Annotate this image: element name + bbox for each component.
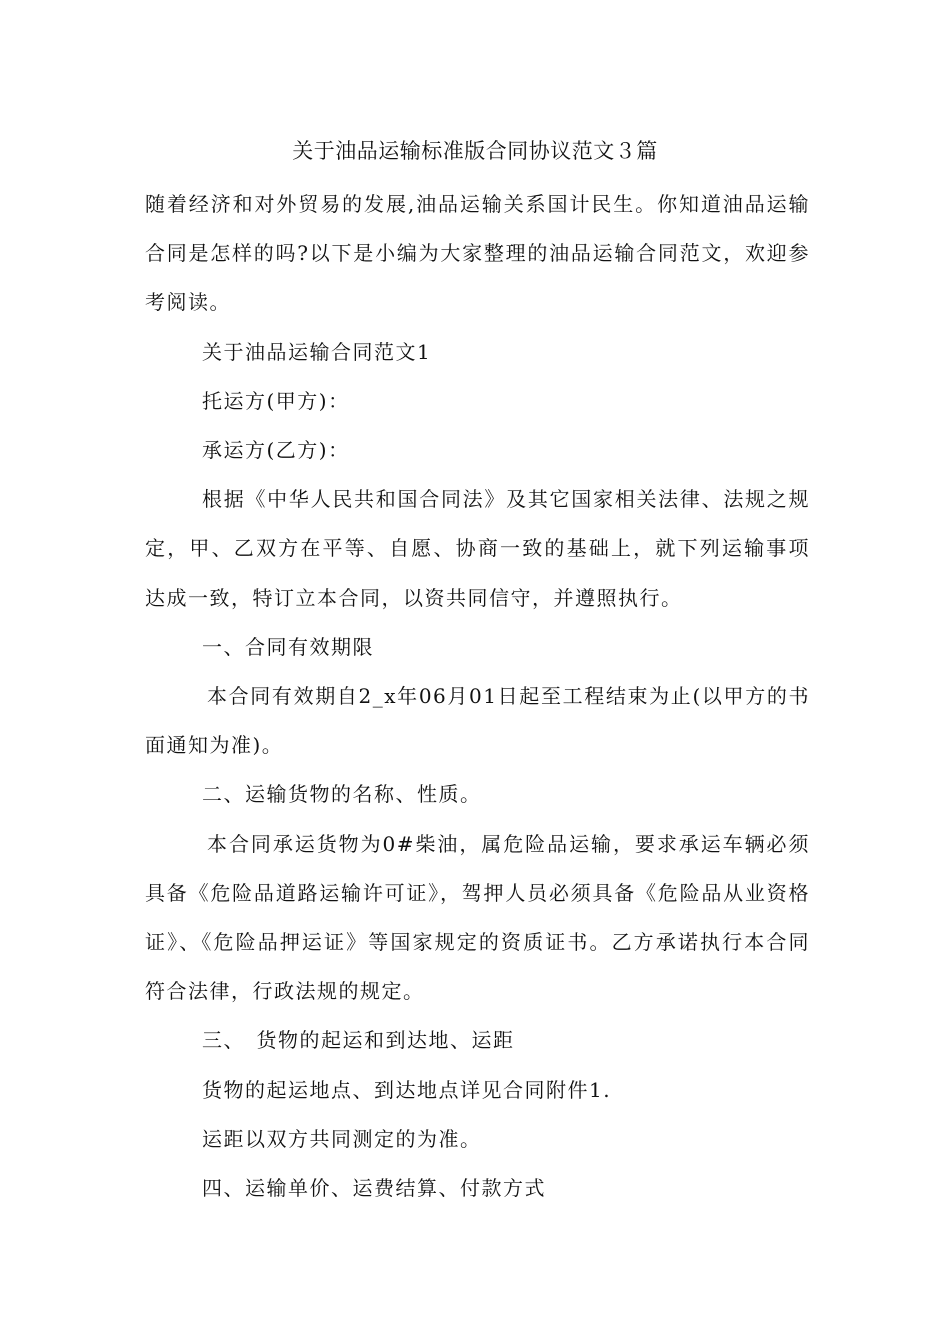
clause-body-3b: 运距以双方共同测定的为准。	[202, 1126, 482, 1151]
clause-heading-4: 四、运输单价、运费结算、付款方式	[202, 1176, 546, 1201]
clause-body-3a: 货物的起运地点、到达地点详见合同附件1.	[202, 1077, 612, 1102]
carrier-line: 承运方(乙方)：	[202, 438, 350, 463]
clause-heading-1: 一、合同有效期限	[202, 634, 374, 659]
clause-body-2: 本合同承运货物为0#柴油，属危险品运输，要求承运车辆必须具备《危险品道路运输许可证》，驾押人员必须具备《危险品从业资格证》、《危险品押运证》等国家规定的资质证书。乙方承诺执行本合同符合法律，行政法规的规定。	[145, 831, 810, 1004]
clause-heading-3: 三、 货物的起运和到达地、运距	[202, 1028, 515, 1053]
document-body	[145, 180, 810, 1213]
section-heading-contract-1: 关于油品运输合同范文1	[202, 339, 432, 364]
consignor-line: 托运方(甲方)：	[202, 388, 350, 413]
preamble-paragraph: 根据《中华人民共和国合同法》及其它国家相关法律、法规之规定，甲、乙双方在平等、自愿、协商一致的基础上，就下列运输事项达成一致，特订立本合同，以资共同信守，并遵照执行。	[145, 487, 810, 610]
clause-body-1: 本合同有效期自2_x年06月01日起至工程结束为止(以甲方的书面通知为准)。	[145, 684, 810, 758]
intro-paragraph: 随着经济和对外贸易的发展,油品运输关系国计民生。你知道油品运输合同是怎样的吗?以下是小编为大家整理的油品运输合同范文，欢迎参考阅读。	[145, 192, 810, 315]
document-title: 关于油品运输标准版合同协议范文３篇	[292, 139, 658, 163]
clause-heading-2: 二、运输货物的名称、性质。	[202, 782, 482, 807]
